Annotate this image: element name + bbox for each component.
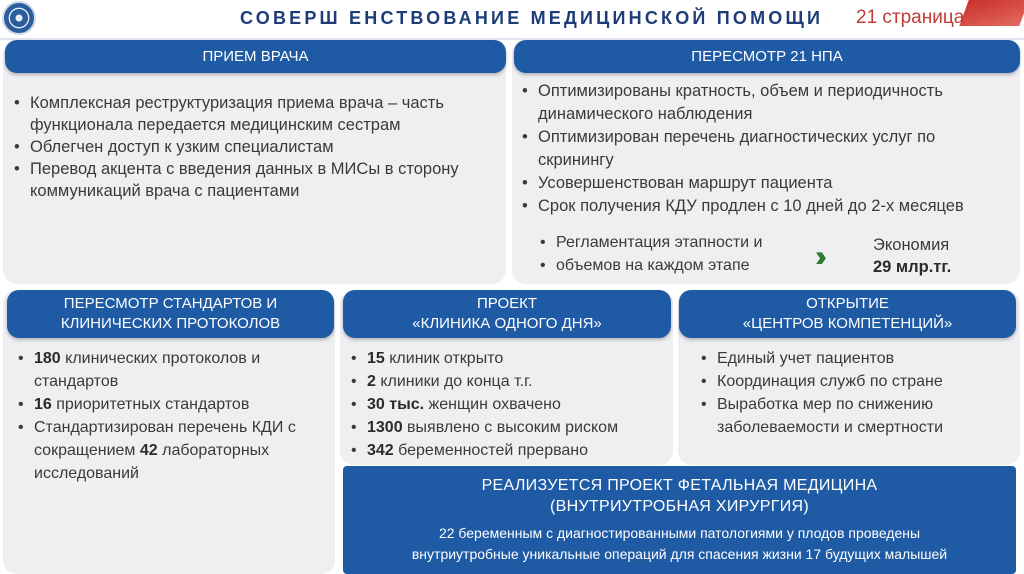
card-priem-list — [12, 92, 492, 202]
card-clinic-list — [349, 347, 671, 462]
item-text: приоритетных стандартов — [51, 396, 250, 413]
item-text: клиники до конца т.г. — [375, 373, 533, 390]
list-item: • Выработка мер по снижению заболеваемости и смертности — [699, 393, 1004, 439]
card-standards-title-line2: КЛИНИЧЕСКИХ ПРОТОКОЛОВ — [60, 315, 281, 332]
item-number: 15 — [367, 350, 385, 367]
page-number: 21 страница — [856, 7, 965, 28]
card-npa-sublist — [538, 231, 818, 277]
item-text: беременностей прервано — [393, 442, 589, 459]
item-number: 16 — [34, 396, 52, 413]
card-standards-list — [16, 347, 328, 485]
card-npa-header — [514, 40, 1020, 73]
list-item: • Перевод акцента с введения данных в МИСы в сторону коммуникаций врача с пациентами — [12, 158, 492, 202]
fetal-medicine-banner — [343, 466, 1016, 574]
item-number: 42 — [139, 442, 158, 459]
card-centers-title-line2: «ЦЕНТРОВ КОМПЕТЕНЦИЙ» — [742, 315, 953, 332]
list-item: • Единый учет пациентов — [699, 347, 1004, 370]
double-chevron-right-icon: ›› — [815, 240, 819, 273]
list-item: • Оптимизированы кратность, объем и периодичность динамического наблюдения — [520, 80, 1015, 126]
item-text: клинических протоколов и стандартов — [34, 350, 261, 390]
list-item: • Облегчен доступ к узким специалистам — [12, 136, 492, 158]
fetal-title-line1: РЕАЛИЗУЕТСЯ ПРОЕКТ ФЕТАЛЬНАЯ МЕДИЦИНА — [481, 477, 878, 494]
list-item — [349, 370, 671, 393]
item-number: 2 — [367, 373, 376, 390]
fetal-text-line1: 22 беременным с диагностированными патологиями у плодов проведены — [438, 525, 921, 541]
card-npa-title: ПЕРЕСМОТР 21 НПА — [691, 47, 843, 65]
list-item — [16, 416, 328, 485]
card-npa-list — [520, 80, 1015, 218]
item-number: 1300 — [367, 419, 403, 436]
item-text: женщин охвачено — [424, 396, 561, 413]
sub-list-item: • Регламентация этапности и — [538, 231, 818, 254]
list-item — [16, 347, 328, 393]
list-item — [16, 393, 328, 416]
fetal-title-line2: (ВНУТРИУТРОБНАЯ ХИРУРГИЯ) — [550, 498, 809, 515]
emblem-icon — [2, 1, 36, 35]
card-centers-title-line1: ОТКРЫТИЕ — [806, 295, 889, 312]
card-clinic-title-line2: «КЛИНИКА ОДНОГО ДНЯ» — [412, 315, 602, 332]
card-standards-header — [7, 290, 334, 338]
list-item: • Комплексная реструктуризация приема врача – часть функционала передается медицинским сестрам — [12, 92, 492, 136]
page-title: СОВЕРШ ЕНСТВОВАНИЕ МЕДИЦИНСКОЙ ПОМОЩИ — [240, 8, 824, 28]
card-centers-header — [679, 290, 1016, 338]
card-clinic-title-line1: ПРОЕКТ — [476, 295, 538, 312]
red-flag-decoration — [959, 0, 1024, 26]
item-text: Стандартизирован перечень КДИ с сокращением — [34, 419, 296, 459]
sub-list-item: • объемов на каждом этапе — [538, 254, 818, 277]
item-number: 30 тыс. — [367, 396, 425, 413]
list-item — [349, 347, 671, 370]
list-item: • Срок получения КДУ продлен с 10 дней до 2-х месяцев — [520, 195, 1015, 218]
item-text: лабораторных исследований — [34, 442, 270, 482]
list-item: • Координация служб по стране — [699, 370, 1004, 393]
item-number: 180 — [34, 350, 61, 367]
item-number: 342 — [367, 442, 394, 459]
list-item: • Усовершенствован маршрут пациента — [520, 172, 1015, 195]
item-text: клиник открыто — [384, 350, 504, 367]
economy-label: Экономия — [873, 236, 950, 254]
card-centers-list — [699, 347, 1004, 439]
economy-value: 29 млр.тг. — [873, 258, 952, 276]
page-label-box — [850, 4, 1010, 34]
list-item — [349, 416, 671, 439]
card-priem-header — [5, 40, 506, 73]
item-text: выявлено с высоким риском — [402, 419, 619, 436]
list-item: • Оптимизирован перечень диагностических услуг по скринингу — [520, 126, 1015, 172]
card-priem-title: ПРИЕМ ВРАЧА — [202, 47, 309, 65]
card-standards-title-line1: ПЕРЕСМОТР СТАНДАРТОВ И — [63, 295, 278, 312]
card-clinic-header — [343, 290, 671, 338]
economy-block — [873, 234, 951, 278]
fetal-text-line2: внутриутробные уникальные операций для спасения жизни 17 будущих малышей — [411, 546, 948, 562]
list-item — [349, 439, 671, 462]
list-item — [349, 393, 671, 416]
